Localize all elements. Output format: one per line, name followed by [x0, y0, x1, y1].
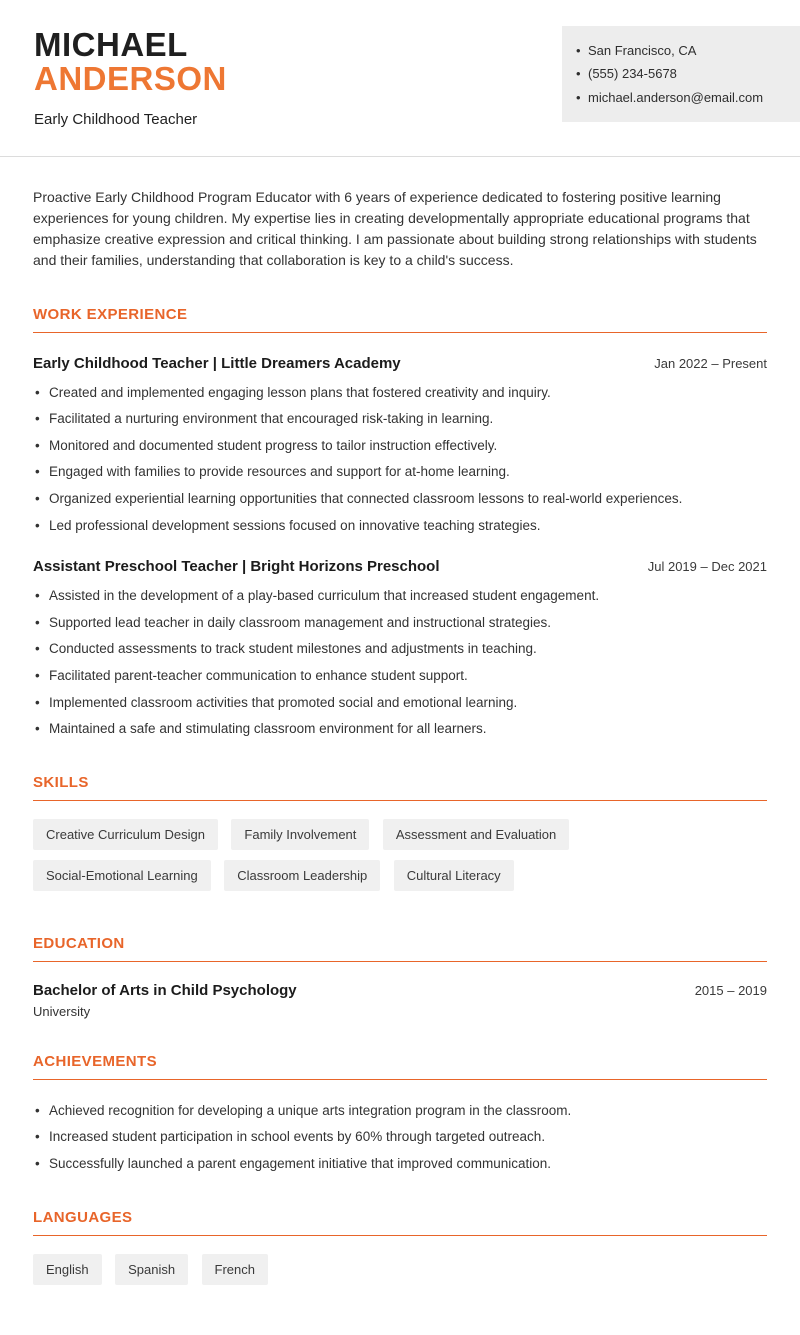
header-divider	[0, 156, 800, 157]
bullet-icon: •	[576, 66, 581, 82]
achievement-bullet: • Increased student participation in school events by 60% through targeted outreach.	[33, 1126, 767, 1148]
job-header	[33, 355, 767, 372]
work-experience-heading: WORK EXPERIENCE	[33, 306, 767, 333]
education-school: University	[33, 1003, 91, 1019]
resume-header	[0, 0, 800, 128]
skill-tag: Creative Curriculum Design	[33, 819, 218, 850]
achievements-heading: ACHIEVEMENTS	[33, 1053, 767, 1080]
language-tag: Spanish	[115, 1254, 188, 1285]
education-heading: EDUCATION	[33, 935, 767, 962]
job-bullet: • Led professional development sessions focused on innovative teaching strategies.	[33, 515, 767, 537]
job-bullet: • Implemented classroom activities that promoted social and emotional learning.	[33, 692, 767, 714]
contact-phone-text: (555) 234-5678	[588, 66, 677, 82]
bullet-icon: •	[576, 89, 581, 105]
bullet-icon: •	[576, 43, 581, 58]
job-bullet: • Supported lead teacher in daily classroom management and instructional strategies.	[33, 612, 767, 634]
language-tag: French	[202, 1254, 268, 1285]
skills-heading: SKILLS	[33, 774, 767, 801]
achievement-bullet: • Achieved recognition for developing a unique arts integration program in the classroom.	[33, 1100, 767, 1122]
job-bullet: • Facilitated a nurturing environment that encouraged risk-taking in learning.	[33, 408, 767, 430]
job-dates: Jul 2019 – Dec 2021	[647, 559, 767, 575]
job-bullet: • Maintained a safe and stimulating classroom environment for all learners.	[33, 718, 767, 740]
summary-paragraph: Proactive Early Childhood Program Educator with 6 years of experience dedicated to fostering positive learning experiences for young children. My expertise lies in creating developmentally appropriate educational programs that emphasize creative expression and critical thinking. I am passionate about building strong relationships with students and their families, understanding that collaboration is key to a child's success.	[33, 188, 757, 269]
contact-location	[576, 39, 784, 62]
languages-heading: LANGUAGES	[33, 1209, 767, 1236]
section-skills	[33, 774, 767, 901]
achievement-bullet: • Successfully launched a parent engagement initiative that improved communication.	[33, 1153, 767, 1175]
section-achievements	[33, 1053, 767, 1175]
contact-email-text: michael.anderson@email.com	[588, 89, 764, 105]
section-work-experience	[33, 306, 767, 740]
section-education	[33, 935, 767, 1019]
job-bullet: • Assisted in the development of a play-based curriculum that increased student engagement.	[33, 585, 767, 607]
job-dates: Jan 2022 – Present	[654, 355, 767, 371]
education-degree: Bachelor of Arts in Child Psychology	[33, 981, 297, 999]
job-bullet: • Monitored and documented student progress to tailor instruction effectively.	[33, 435, 767, 457]
contact-phone	[576, 62, 784, 85]
skill-tag: Family Involvement	[231, 819, 369, 850]
last-name: ANDERSON	[34, 60, 227, 98]
header-identity	[34, 26, 227, 128]
job-entry	[33, 558, 767, 740]
job-bullet: • Facilitated parent-teacher communication to enhance student support.	[33, 665, 767, 687]
skill-tag: Classroom Leadership	[224, 860, 380, 891]
job-position-title: Early Childhood Teacher | Little Dreamers Academy	[33, 354, 401, 372]
job-bullet-list	[33, 382, 767, 537]
skills-tag-list	[33, 819, 767, 901]
contact-email	[576, 86, 784, 109]
skill-tag: Cultural Literacy	[394, 860, 514, 891]
skill-tag: Assessment and Evaluation	[383, 819, 569, 850]
skill-tag: Social-Emotional Learning	[33, 860, 211, 891]
job-bullet: • Conducted assessments to track student milestones and adjustments in teaching.	[33, 638, 767, 660]
education-dates: 2015 – 2019	[694, 982, 767, 998]
job-bullet: • Organized experiential learning opportunities that connected classroom lessons to real-world experiences.	[33, 488, 767, 510]
job-bullet: • Created and implemented engaging lesson plans that fostered creativity and inquiry.	[33, 382, 767, 404]
education-entry	[33, 982, 767, 999]
job-position-title: Assistant Preschool Teacher | Bright Horizons Preschool	[33, 558, 440, 576]
job-bullet-list	[33, 585, 767, 740]
job-header	[33, 558, 767, 575]
section-languages	[33, 1209, 767, 1295]
achievements-bullet-list	[33, 1100, 767, 1175]
contact-box	[562, 26, 800, 122]
job-bullet: • Engaged with families to provide resources and support for at-home learning.	[33, 461, 767, 483]
language-tag: English	[33, 1254, 102, 1285]
job-entry	[33, 355, 767, 537]
resume-body	[0, 187, 800, 1295]
languages-tag-list	[33, 1254, 767, 1295]
headline-job-title: Early Childhood Teacher	[34, 110, 198, 128]
first-name: MICHAEL	[34, 26, 188, 63]
contact-location-text: San Francisco, CA	[588, 43, 697, 58]
